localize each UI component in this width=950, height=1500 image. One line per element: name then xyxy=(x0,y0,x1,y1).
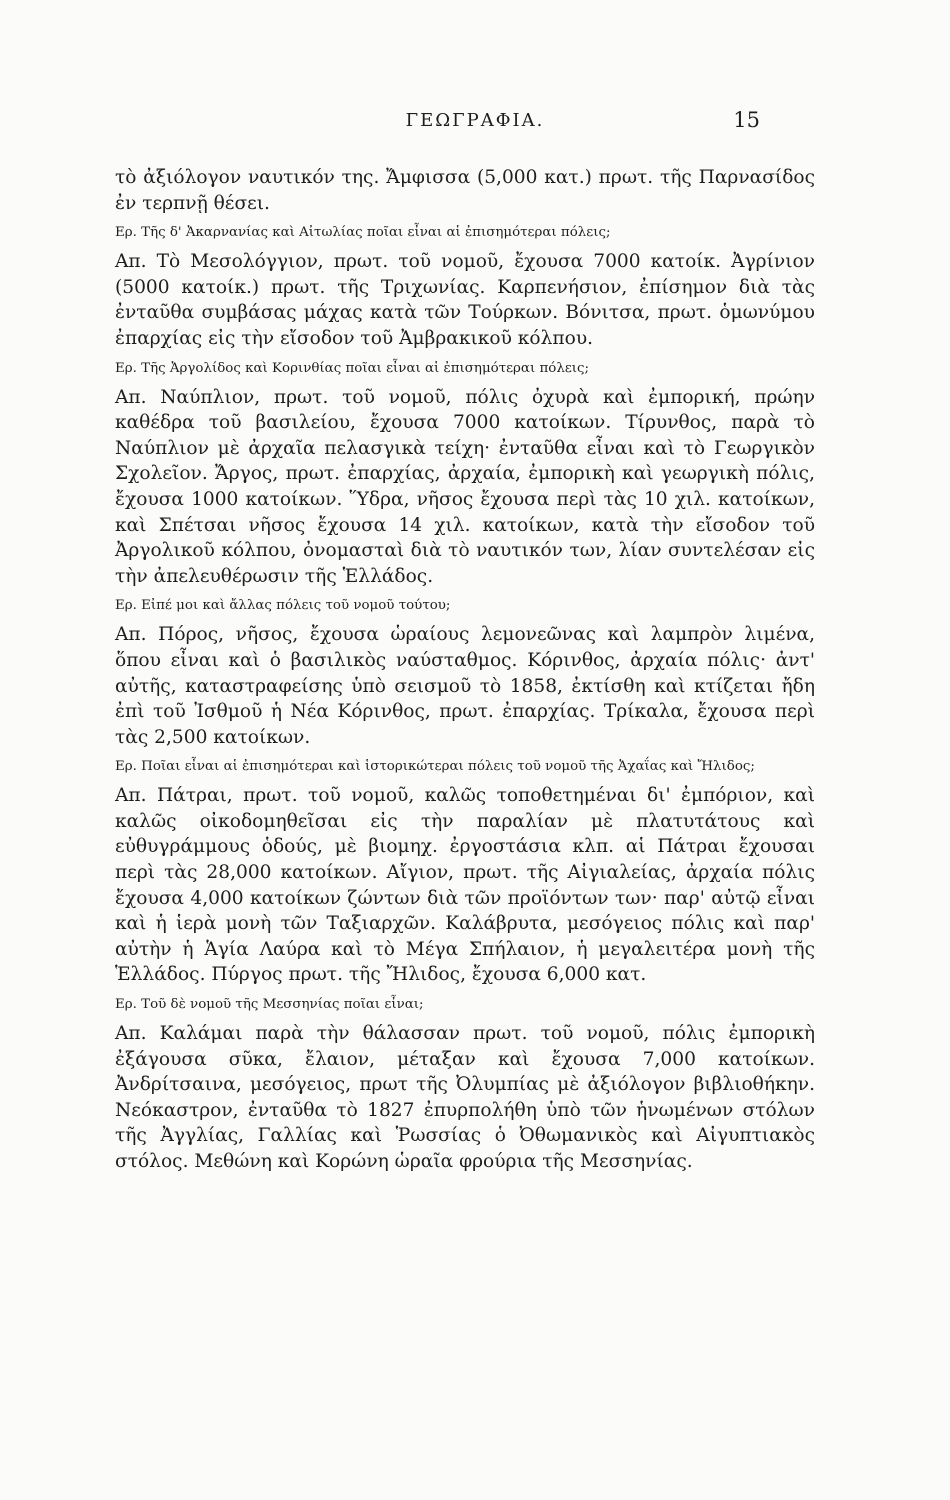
page-number: 15 xyxy=(733,108,760,132)
answer-achaia-ilia: Απ. Πάτραι, πρωτ. τοῦ νομοῦ, καλῶς τοποθετημέναι δι' ἐμπόριον, καὶ καλῶς οἰκοδομηθεῖσαι εἰς τὴν παραλίαν μὲ πλατυτάτους καὶ εὐθυγράμμους ὁδούς, μὲ βιομηχ. ἐργοστάσια κλπ. αἱ Πάτραι ἔχουσαι περὶ τὰς 28,000 κατοίκων. Αἴγιον, πρωτ. τῆς Αἰγιαλείας, ἀρχαία πόλις ἔχουσα 4,000 κατοίκων ζώντων διὰ τῶν προϊόντων των· παρ' αὐτῷ εἶναι καὶ ἡ ἱερὰ μονὴ τῶν Ταξιαρχῶν. Καλάβρυτα, μεσόγειος πόλις καὶ παρ' αὐτὴν ἡ Ἁγία Λαύρα καὶ τὸ Μέγα Σπήλαιον, ἡ μεγαλειτέρα μονὴ τῆς Ἑλλάδος. Πύργος πρωτ. τῆς Ἤλιδος, ἔχουσα 6,000 κατ. xyxy=(115,785,815,986)
answer-aitoloakarnania: Απ. Τὸ Μεσολόγγιον, πρωτ. τοῦ νομοῦ, ἔχουσα 7000 κατοίκ. Ἀγρίνιον (5000 κατοίκ.) πρωτ. τῆς Τριχωνίας. Καρπενήσιον, ἐπίσημον διὰ τὰς ἐνταῦθα συμβάσας μάχας κατὰ τῶν Τούρκων. Βόνιτσα, πρωτ. ὁμωνύμου ἐπαρχίας εἰς τὴν εἴσοδον τοῦ Ἀμβρακικοῦ κόλπου. xyxy=(115,251,815,349)
question-argolis-korinthia: Ερ. Τῆς Ἀργολίδος καὶ Κορινθίας ποῖαι εἶναι αἱ ἐπισημότεραι πόλεις; xyxy=(115,360,590,376)
running-title: ΓΕΩΓΡΑΦΙΑ. xyxy=(405,110,545,131)
running-header xyxy=(0,110,950,140)
question-achaia-ilia: Ερ. Ποῖαι εἶναι αἱ ἐπισημότεραι καὶ ἱστορικώτεραι πόλεις τοῦ νομοῦ τῆς Ἀχαΐας καὶ Ἤλιδος; xyxy=(115,759,755,775)
question-messinia: Ερ. Τοῦ δὲ νομοῦ τῆς Μεσσηνίας ποῖαι εἶναι; xyxy=(115,997,424,1013)
answer-argolis-korinthia: Απ. Ναύπλιον, πρωτ. τοῦ νομοῦ, πόλις ὀχυρὰ καὶ ἐμπορική, πρώην καθέδρα τοῦ βασιλείου, ἔχουσα 7000 κατοίκων. Τίρυνθος, παρὰ τὸ Ναύπλιον μὲ ἀρχαῖα πελασγικὰ τείχη· ἐνταῦθα εἶναι καὶ τὸ Γεωργικὸν Σχολεῖον. Ἄργος, πρωτ. ἐπαρχίας, ἀρχαία, ἐμπορικὴ καὶ γεωργικὴ πόλις, ἔχουσα 1000 κατοίκων. Ὕδρα, νῆσος ἔχουσα περὶ τὰς 10 χιλ. κατοίκων, καὶ Σπέτσαι νῆσος ἔχουσα 14 χιλ. κατοίκων, κατὰ τὴν εἴσοδον τοῦ Ἀργολικοῦ κόλπου, ὀνομασταὶ διὰ τὸ ναυτικόν των, λίαν συντελέσαν εἰς τὴν ἀπελευθέρωσιν τῆς Ἑλλάδος. xyxy=(115,386,815,587)
question-other-cities: Ερ. Εἰπέ μοι καὶ ἄλλας πόλεις τοῦ νομοῦ τούτου; xyxy=(115,598,451,614)
answer-messinia: Απ. Καλάμαι παρὰ τὴν θάλασσαν πρωτ. τοῦ νομοῦ, πόλις ἐμπορικὴ ἐξάγουσα σῦκα, ἔλαιον, μέταξαν καὶ ἔχουσα 7,000 κατοίκων. Ἀνδρίτσαινα, μεσόγειος, πρωτ τῆς Ὀλυμπίας μὲ ἀξιόλογον βιβλιοθήκην. Νεόκαστρον, ἐνταῦθα τὸ 1827 ἐπυρπολήθη ὑπὸ τῶν ἡνωμένων στόλων τῆς Ἀγγλίας, Γαλλίας καὶ Ῥωσσίας ὁ Ὀθωμανικὸς καὶ Αἰγυπτιακὸς στόλος. Μεθώνη καὶ Κορώνη ὡραῖα φρούρια τῆς Μεσσηνίας. xyxy=(115,1023,815,1172)
answer-other-cities: Απ. Πόρος, νῆσος, ἔχουσα ὡραίους λεμονεῶνας καὶ λαμπρὸν λιμένα, ὅπου εἶναι καὶ ὁ βασιλικὸς ναύσταθμος. Κόρινθος, ἀρχαία πόλις· ἀντ' αὐτῆς, καταστραφείσης ὑπὸ σεισμοῦ τὸ 1858, ἐκτίσθη καὶ κτίζεται ἤδη ἐπὶ τοῦ Ἰσθμοῦ ἡ Νέα Κόρινθος, πρωτ. ἐπαρχίας. Τρίκαλα, ἔχουσα περὶ τὰς 2,500 κατοίκων. xyxy=(115,624,815,748)
page-body xyxy=(115,160,815,1175)
question-aitoloakarnania: Ερ. Τῆς δ' Ἀκαρνανίας καὶ Αἰτωλίας ποῖαι εἶναι αἱ ἐπισημότεραι πόλεις; xyxy=(115,225,611,241)
paragraph-continuation: τὸ ἀξιόλογον ναυτικόν της. Ἄμφισσα (5,000 κατ.) πρωτ. τῆς Παρνασίδος ἐν τερπνῇ θέσει. xyxy=(115,167,815,214)
